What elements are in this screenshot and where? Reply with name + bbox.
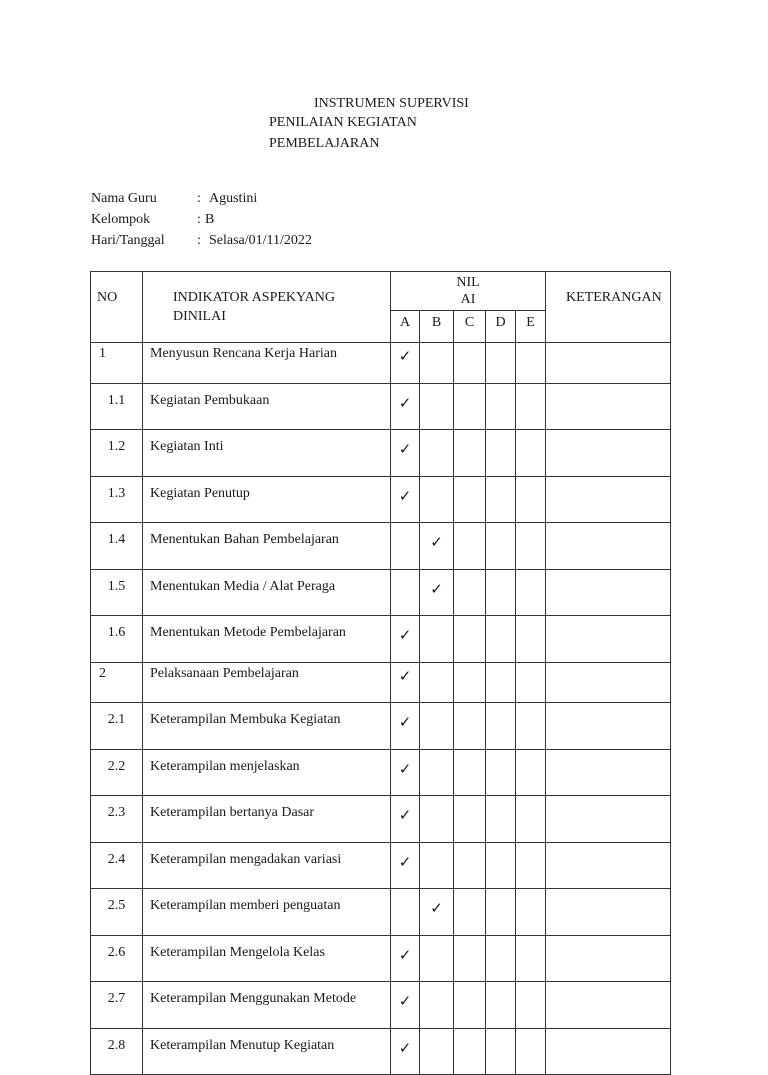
keterangan-cell — [546, 796, 671, 843]
empty-cell-d — [486, 343, 516, 384]
empty-cell-e — [516, 703, 546, 750]
row-number: 1.1 — [91, 383, 143, 430]
row-indikator: Keterampilan memberi penguatan — [143, 889, 391, 936]
keterangan-cell — [546, 703, 671, 750]
empty-cell-e — [516, 842, 546, 889]
empty-cell-b — [420, 430, 454, 477]
row-number: 1.3 — [91, 476, 143, 523]
check-cell-a — [391, 749, 420, 796]
empty-cell-e — [516, 889, 546, 936]
table-row — [91, 343, 671, 384]
empty-cell-d — [486, 796, 516, 843]
row-number: 2.7 — [91, 982, 143, 1029]
header-indikator-line1: INDIKATOR ASPEKYANG — [173, 290, 335, 305]
empty-cell-e — [516, 476, 546, 523]
header-grade-d: D — [486, 311, 516, 343]
table-row — [91, 1028, 671, 1075]
check-icon: ✓ — [398, 440, 412, 458]
row-number: 2.5 — [91, 889, 143, 936]
keterangan-cell — [546, 523, 671, 570]
header-nilai — [391, 272, 546, 311]
check-icon: ✓ — [398, 852, 412, 871]
check-icon: ✓ — [398, 713, 412, 731]
empty-cell-e — [516, 935, 546, 982]
row-indikator: Pelaksanaan Pembelajaran — [143, 662, 391, 703]
empty-cell-c — [454, 935, 486, 982]
table-row — [91, 383, 671, 430]
check-cell-a — [391, 982, 420, 1029]
empty-cell-c — [454, 889, 486, 936]
empty-cell-d — [486, 662, 516, 703]
empty-cell-e — [516, 383, 546, 430]
keterangan-cell — [546, 842, 671, 889]
empty-cell-a — [391, 569, 420, 616]
empty-cell-b — [420, 616, 454, 663]
header-grade-a: A — [391, 311, 420, 343]
empty-cell-e — [516, 616, 546, 663]
keterangan-cell — [546, 1028, 671, 1075]
check-cell-a — [391, 383, 420, 430]
empty-cell-b — [420, 842, 454, 889]
empty-cell-e — [516, 796, 546, 843]
keterangan-cell — [546, 662, 671, 703]
empty-cell-d — [486, 430, 516, 477]
title-line-1: INSTRUMEN SUPERVISI — [314, 96, 469, 111]
keterangan-cell — [546, 889, 671, 936]
table-header-row — [91, 272, 671, 311]
check-icon: ✓ — [398, 759, 412, 778]
check-icon: ✓ — [398, 347, 412, 365]
row-number: 1.6 — [91, 616, 143, 663]
check-icon: ✓ — [430, 579, 443, 598]
title-line-2: PENILAIAN KEGIATAN — [269, 115, 417, 130]
date-label: Hari/Tanggal — [91, 233, 165, 248]
empty-cell-b — [420, 1028, 454, 1075]
empty-cell-e — [516, 569, 546, 616]
empty-cell-c — [454, 430, 486, 477]
header-grade-e: E — [516, 311, 546, 343]
empty-cell-b — [420, 796, 454, 843]
check-cell-a — [391, 842, 420, 889]
empty-cell-b — [420, 343, 454, 384]
row-number: 1.2 — [91, 430, 143, 477]
row-number: 1.4 — [91, 523, 143, 570]
empty-cell-b — [420, 703, 454, 750]
supervision-table — [90, 271, 671, 1075]
check-cell-a — [391, 935, 420, 982]
table-row — [91, 430, 671, 477]
row-indikator: Keterampilan Mengelola Kelas — [143, 935, 391, 982]
table-row — [91, 569, 671, 616]
row-indikator: Keterampilan Membuka Kegiatan — [143, 703, 391, 750]
check-cell-b — [420, 889, 454, 936]
check-icon: ✓ — [398, 626, 412, 644]
empty-cell-c — [454, 569, 486, 616]
row-number: 2.4 — [91, 842, 143, 889]
row-indikator: Keterampilan mengadakan variasi — [143, 842, 391, 889]
table-row — [91, 935, 671, 982]
empty-cell-c — [454, 703, 486, 750]
header-no: NO — [91, 272, 143, 343]
empty-cell-e — [516, 1028, 546, 1075]
empty-cell-e — [516, 430, 546, 477]
empty-cell-e — [516, 662, 546, 703]
empty-cell-d — [486, 982, 516, 1029]
check-icon: ✓ — [430, 899, 443, 917]
row-indikator: Keterampilan bertanya Dasar — [143, 796, 391, 843]
keterangan-cell — [546, 569, 671, 616]
check-icon: ✓ — [398, 945, 412, 964]
empty-cell-e — [516, 982, 546, 1029]
table-row — [91, 703, 671, 750]
table-row — [91, 982, 671, 1029]
row-number: 2.2 — [91, 749, 143, 796]
empty-cell-c — [454, 749, 486, 796]
header-indikator — [143, 272, 391, 343]
row-indikator: Kegiatan Pembukaan — [143, 383, 391, 430]
empty-cell-a — [391, 523, 420, 570]
row-indikator: Menentukan Metode Pembelajaran — [143, 616, 391, 663]
row-number: 2 — [91, 662, 143, 703]
check-cell-b — [420, 523, 454, 570]
row-number: 2.6 — [91, 935, 143, 982]
row-number: 1.5 — [91, 569, 143, 616]
check-cell-a — [391, 430, 420, 477]
empty-cell-d — [486, 889, 516, 936]
check-cell-a — [391, 476, 420, 523]
empty-cell-c — [454, 343, 486, 384]
empty-cell-c — [454, 662, 486, 703]
keterangan-cell — [546, 383, 671, 430]
empty-cell-c — [454, 1028, 486, 1075]
check-icon: ✓ — [398, 393, 412, 412]
check-cell-a — [391, 662, 420, 703]
table-row — [91, 476, 671, 523]
row-indikator: Menentukan Media / Alat Peraga — [143, 569, 391, 616]
check-cell-a — [391, 703, 420, 750]
empty-cell-d — [486, 523, 516, 570]
table-row — [91, 749, 671, 796]
row-indikator: Keterampilan Menggunakan Metode — [143, 982, 391, 1029]
row-indikator: Menentukan Bahan Pembelajaran — [143, 523, 391, 570]
empty-cell-d — [486, 383, 516, 430]
check-icon: ✓ — [398, 992, 412, 1010]
check-cell-a — [391, 796, 420, 843]
group-value: B — [205, 212, 215, 227]
row-indikator: Keterampilan Menutup Kegiatan — [143, 1028, 391, 1075]
check-cell-a — [391, 616, 420, 663]
table-row — [91, 796, 671, 843]
row-indikator: Kegiatan Inti — [143, 430, 391, 477]
row-indikator: Keterampilan menjelaskan — [143, 749, 391, 796]
header-indikator-line2: DINILAI — [173, 309, 226, 324]
group-label: Kelompok — [91, 212, 151, 227]
empty-cell-d — [486, 703, 516, 750]
check-cell-b — [420, 569, 454, 616]
empty-cell-b — [420, 383, 454, 430]
empty-cell-e — [516, 749, 546, 796]
header-nilai-line1: NIL — [456, 275, 480, 290]
table-row — [91, 889, 671, 936]
row-indikator: Menyusun Rencana Kerja Harian — [143, 343, 391, 384]
keterangan-cell — [546, 749, 671, 796]
check-cell-a — [391, 1028, 420, 1075]
empty-cell-c — [454, 616, 486, 663]
empty-cell-c — [454, 982, 486, 1029]
empty-cell-d — [486, 476, 516, 523]
check-cell-a — [391, 343, 420, 384]
keterangan-cell — [546, 343, 671, 384]
date-value: Selasa/01/11/2022 — [209, 233, 312, 248]
table-row — [91, 842, 671, 889]
teacher-name-label: Nama Guru — [91, 191, 157, 206]
header-grade-c: C — [454, 311, 486, 343]
empty-cell-c — [454, 476, 486, 523]
empty-cell-d — [486, 749, 516, 796]
title-line-3: PEMBELAJARAN — [269, 136, 380, 151]
keterangan-cell — [546, 616, 671, 663]
check-icon: ✓ — [398, 806, 412, 824]
empty-cell-b — [420, 935, 454, 982]
table-row — [91, 616, 671, 663]
row-number: 1 — [91, 343, 143, 384]
check-icon: ✓ — [430, 533, 443, 551]
keterangan-cell — [546, 935, 671, 982]
header-nilai-line2: AI — [460, 292, 476, 307]
group-colon: : — [197, 212, 201, 227]
table-row — [91, 523, 671, 570]
header-grade-b: B — [420, 311, 454, 343]
empty-cell-d — [486, 842, 516, 889]
empty-cell-d — [486, 616, 516, 663]
empty-cell-a — [391, 889, 420, 936]
table-row — [91, 662, 671, 703]
keterangan-cell — [546, 476, 671, 523]
empty-cell-e — [516, 343, 546, 384]
teacher-name-colon: : — [197, 191, 201, 206]
keterangan-cell — [546, 982, 671, 1029]
check-icon: ✓ — [398, 486, 412, 505]
empty-cell-d — [486, 935, 516, 982]
empty-cell-d — [486, 569, 516, 616]
empty-cell-c — [454, 842, 486, 889]
teacher-name-value: Agustini — [209, 191, 258, 206]
empty-cell-d — [486, 1028, 516, 1075]
empty-cell-c — [454, 523, 486, 570]
empty-cell-c — [454, 796, 486, 843]
check-icon: ✓ — [398, 1038, 412, 1057]
row-number: 2.1 — [91, 703, 143, 750]
check-icon: ✓ — [398, 666, 412, 685]
empty-cell-b — [420, 476, 454, 523]
keterangan-cell — [546, 430, 671, 477]
row-indikator: Kegiatan Penutup — [143, 476, 391, 523]
row-number: 2.8 — [91, 1028, 143, 1075]
row-number: 2.3 — [91, 796, 143, 843]
date-colon: : — [197, 233, 201, 248]
empty-cell-b — [420, 662, 454, 703]
header-keterangan: KETERANGAN — [546, 272, 671, 343]
empty-cell-b — [420, 982, 454, 1029]
empty-cell-b — [420, 749, 454, 796]
empty-cell-c — [454, 383, 486, 430]
empty-cell-e — [516, 523, 546, 570]
